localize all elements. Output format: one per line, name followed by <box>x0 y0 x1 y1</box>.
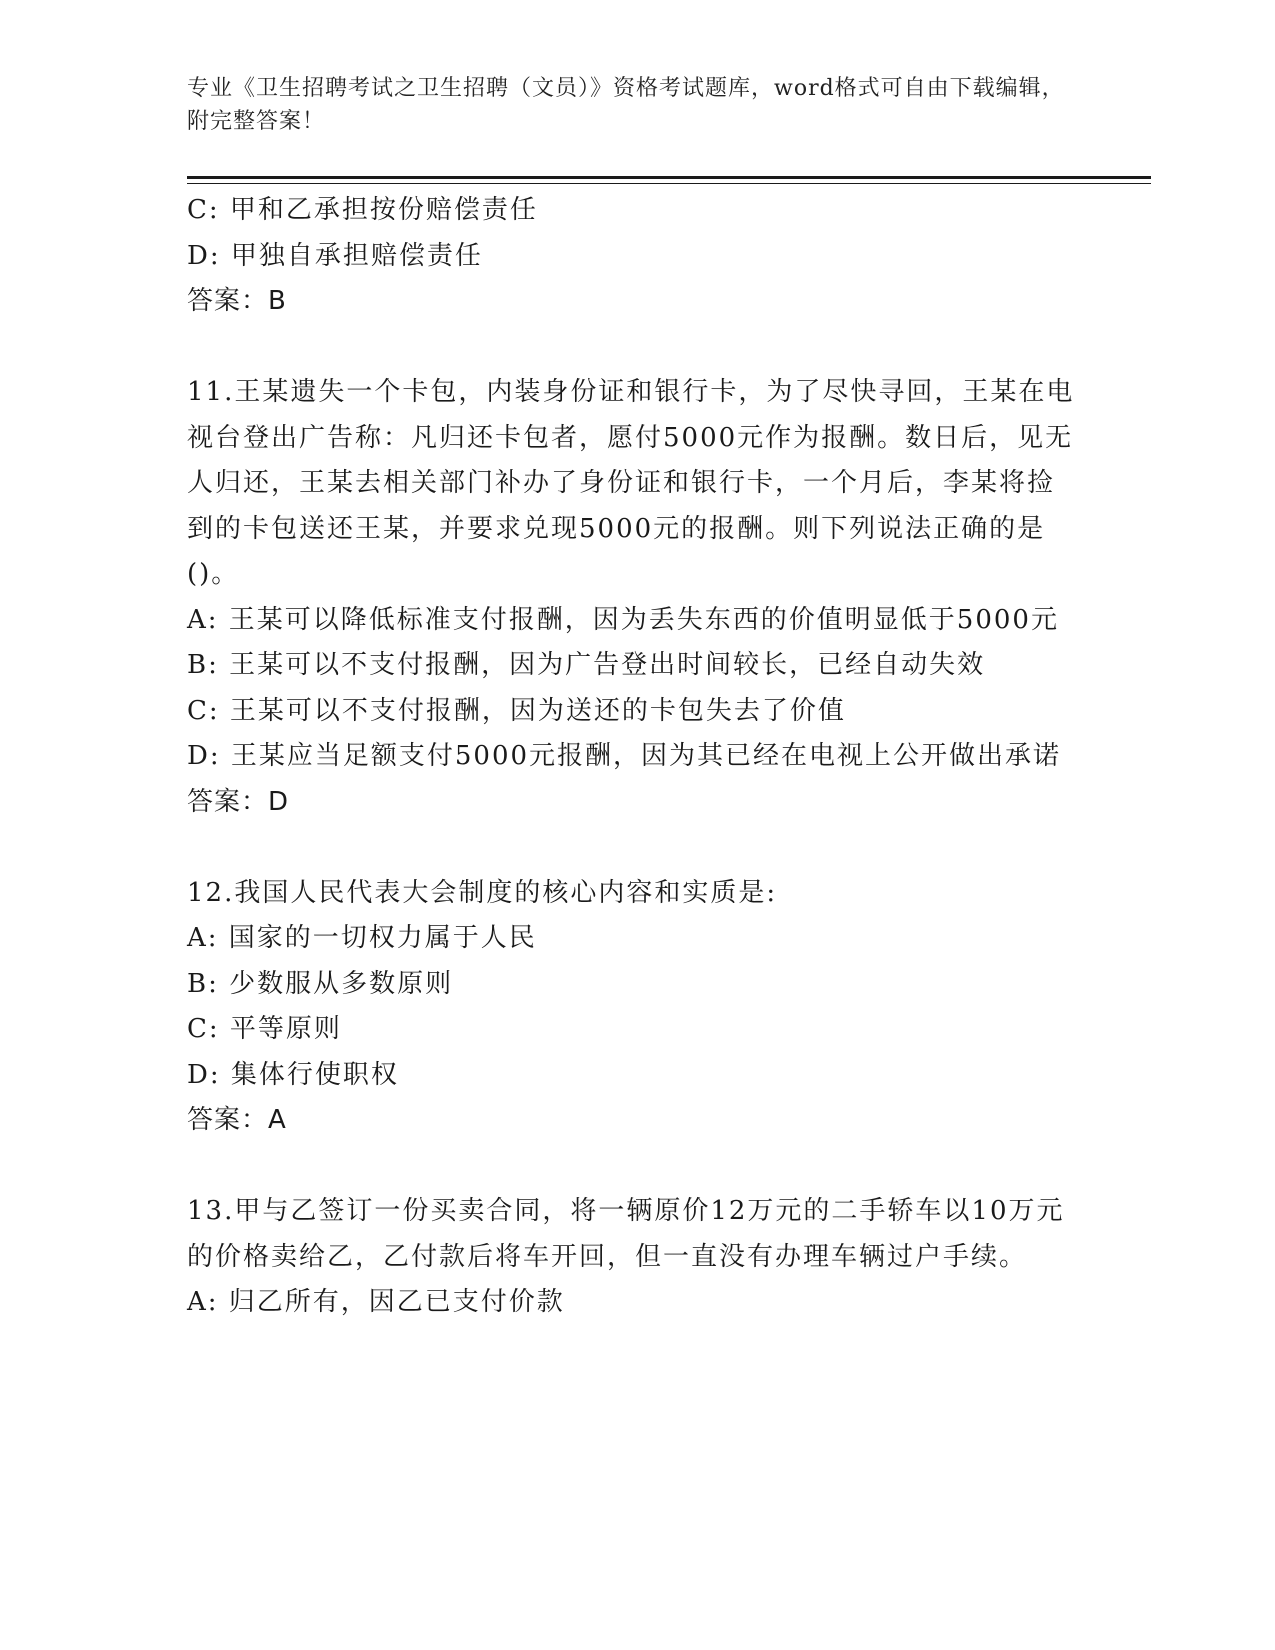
option-a: A: 国家的一切权力属于人民 <box>187 923 537 953</box>
option-d: D: 集体行使职权 <box>187 1059 399 1090</box>
spacer <box>187 325 1077 371</box>
option-c: C: 王某可以不支付报酬，因为送还的卡包失去了价值 <box>187 695 846 726</box>
option-a: A: 归乙所有，因乙已支付价款 <box>187 1287 565 1317</box>
header-divider-thin <box>187 183 1151 184</box>
answer-line: 答案：A <box>187 1105 287 1135</box>
question-stem: 11.王某遗失一个卡包，内装身份证和银行卡，为了尽快寻回，王某在电视台登出广告称：凡归还卡包者，愿付5000元作为报酬。数日后，见无人归还，王某去相关部门补办了身份证和银行卡，一个月后，李某将捡到的卡包送还王某，并要求兑现5000元的报酬。则下列说法正确的是()。 <box>187 377 1075 589</box>
answer-line: 答案：D <box>187 786 290 817</box>
header-divider-thick <box>187 176 1151 179</box>
option-b: B: 少数服从多数原则 <box>187 968 454 999</box>
question-13 <box>187 1189 1077 1326</box>
option-c: C: 甲和乙承担按份赔偿责任 <box>187 195 538 225</box>
question-12 <box>187 871 1077 1144</box>
spacer <box>187 1144 1077 1190</box>
question-11 <box>187 370 1077 825</box>
previous-question <box>187 188 1077 325</box>
page-content <box>187 188 1077 1326</box>
document-header <box>187 72 1067 138</box>
question-stem: 13.甲与乙签订一份买卖合同，将一辆原价12万元的二手轿车以10万元的价格卖给乙，乙付款后将车开回，但一直没有办理车辆过户手续。 <box>187 1196 1065 1272</box>
question-stem: 12.我国人民代表大会制度的核心内容和实质是: <box>187 877 778 908</box>
option-a: A: 王某可以降低标准支付报酬，因为丢失东西的价值明显低于5000元 <box>187 604 1059 635</box>
option-b: B: 王某可以不支付报酬，因为广告登出时间较长，已经自动失效 <box>187 650 986 680</box>
option-d: D: 王某应当足额支付5000元报酬，因为其已经在电视上公开做出承诺 <box>187 741 1062 771</box>
option-c: C: 平等原则 <box>187 1014 342 1044</box>
header-title: 专业《卫生招聘考试之卫生招聘（文员）》资格考试题库，word格式可自由下载编辑，附完整答案！ <box>187 76 1065 134</box>
spacer <box>187 825 1077 871</box>
answer-line: 答案：B <box>187 286 287 316</box>
option-d: D: 甲独自承担赔偿责任 <box>187 240 483 271</box>
